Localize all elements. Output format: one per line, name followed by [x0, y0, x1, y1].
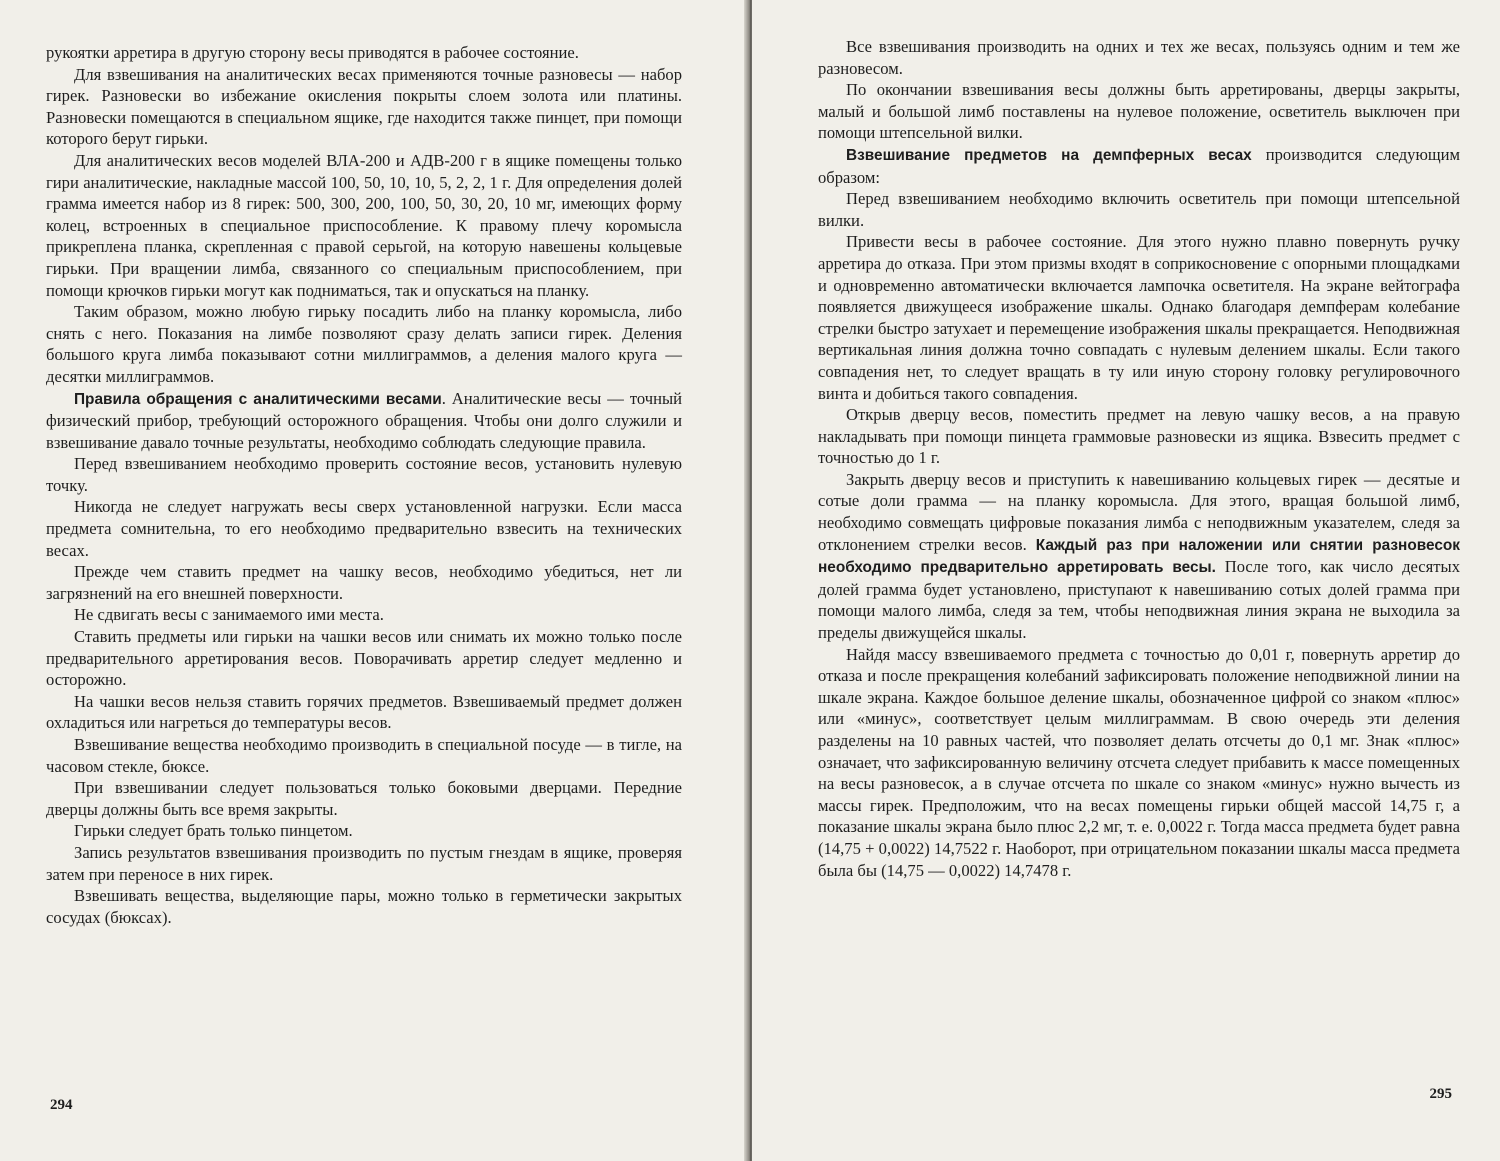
- paragraph: [46, 496, 682, 561]
- text-run: Взвешивание вещества необходимо производить в специальной посуде — в тигле, на часовом стекле, бюксе.: [46, 735, 682, 776]
- text-run: Закрыть дверцу весов и приступить к навешиванию кольцевых гирек — десятые и сотые доли грамма — на планку коромысла. Для этого, вращая большой лимб, необходимо совмещать цифровые показания лимба с неподвижным указателем, следя за отклонением стрелки весов.: [818, 469, 1460, 554]
- paragraph: [46, 691, 682, 734]
- paragraph: [46, 42, 682, 64]
- text-run: Взвешивать вещества, выделяющие пары, можно только в герметически закрытых сосудах (бюксах).: [46, 886, 682, 927]
- left-page: [0, 0, 748, 1161]
- left-page-number: 294: [50, 1097, 73, 1113]
- paragraph: [818, 144, 1460, 188]
- right-page: [752, 0, 1500, 1161]
- paragraph: [46, 388, 682, 454]
- text-run: Найдя массу взвешиваемого предмета с точностью до 0,01 г, повернуть арретир до отказа и после прекращения колебаний зафиксировать положение неподвижной линии на шкале экрана. Каждое большое деление шкалы, обозначенное цифрой со знаком «плюс» или «минус», соответствует целым миллиграммам. В свою очередь эти деления разделены на 10 равных частей, что позволяет делать отсчеты до 0,1 мг. Знак «плюс» означает, что зафиксированную величину отсчета следует прибавить к массе помещенных на весы разновесок, а в случае отсчета по шкале со знаком «минус» нужно вычесть из массы гирек. Предположим, что на весах помещены гирьки общей массой 14,75 г, а показание шкалы экрана было плюс 2,2 мг, т. е. 0,0022 г. Тогда масса предмета будет равна (14,75 + 0,0022) 14,7522 г. Наоборот, при отрицательном показании шкалы масса предмета была бы (14,75 — 0,0022) 14,7478 г.: [818, 644, 1460, 880]
- bold-text: Каждый раз при наложении или снятии разновесок необходимо предварительно арретировать весы.: [818, 536, 1460, 577]
- paragraph: [46, 453, 682, 496]
- paragraph: [818, 469, 1460, 644]
- text-run: При взвешивании следует пользоваться только боковыми дверцами. Передние дверцы должны быть все время закрыты.: [46, 778, 682, 819]
- text-run: Ставить предметы или гирьки на чашки весов или снимать их можно только после предварительного арретирования весов. Поворачивать арретир следует медленно и осторожно.: [46, 627, 682, 690]
- text-run: Гирьки следует брать только пинцетом.: [74, 821, 353, 841]
- paragraph: [46, 734, 682, 777]
- text-run: Перед взвешиванием необходимо проверить состояние весов, установить нулевую точку.: [46, 454, 682, 495]
- text-run: Прежде чем ставить предмет на чашку весов, необходимо убедиться, нет ли загрязнений на его внешней поверхности.: [46, 562, 682, 603]
- text-run: На чашки весов нельзя ставить горячих предметов. Взвешиваемый предмет должен охладиться или нагреться до температуры весов.: [46, 691, 682, 733]
- paragraph: [46, 604, 682, 626]
- paragraph: [46, 301, 682, 387]
- paragraph: [46, 885, 682, 928]
- text-run: Привести весы в рабочее состояние. Для этого нужно плавно повернуть ручку арретира до отказа. При этом призмы входят в соприкосновение с опорными площадками и одновременно автоматически включается лампочка осветителя. На экране вейтографа появляется движущееся изображение шкалы. Однако благодаря демпферам колебание стрелки быстро затухает и перемещение изображения шкалы прекращается. Неподвижная вертикальная линия должна точно совпадать с нулевым делением шкалы. Если такого совпадения нет, то следует вращать в ту или иную сторону головку регулировочного винта и добиться такого совпадения.: [818, 232, 1460, 403]
- bold-text: Правила обращения с аналитическими весами: [74, 390, 442, 408]
- text-run: производится следующим образом:: [818, 144, 1461, 187]
- paragraph: [46, 150, 682, 301]
- paragraph: [46, 64, 682, 150]
- paragraph: [46, 777, 682, 820]
- text-run: Открыв дверцу весов, поместить предмет на левую чашку весов, а на правую накладывать при помощи пинцета граммовые разновески из ящика. Взвесить предмет с точностью до 1 г.: [818, 405, 1460, 468]
- right-page-number: 295: [1429, 1086, 1452, 1102]
- paragraph: [818, 231, 1460, 404]
- text-run: Не сдвигать весы с занимаемого ими места.: [74, 605, 384, 625]
- paragraph: [46, 820, 682, 842]
- paragraph: [46, 842, 682, 885]
- right-page-body: [818, 36, 1460, 881]
- text-run: Перед взвешиванием необходимо включить осветитель при помощи штепсельной вилки.: [818, 189, 1460, 230]
- text-run: Таким образом, можно любую гирьку посадить либо на планку коромысла, либо снять с него. Показания на лимбе позволяют сразу делать записи гирек. Деления большого круга лимба показывают сотни миллиграммов, а деления малого круга — десятки миллиграммов.: [46, 302, 682, 386]
- text-run: Для аналитических весов моделей ВЛА-200 и АДВ-200 г в ящике помещены только гири аналитические, накладные массой 100, 50, 10, 10, 5, 2, 2, 1 г. Для определения долей грамма имеется набор из 8 гирек: 500, 300, 200, 100, 50, 30, 20, 10 мг, имеющих форму колец, встроенных в специальное приспособление. К правому плечу коромысла прикреплена планка, скрепленная с правой серьгой, на которую навешены кольцевые гирьки. При вращении лимба, связанного со специальным приспособлением, при помощи крючков гирьки могут как подниматься, так и опускаться на планку.: [46, 150, 682, 300]
- paragraph: [818, 404, 1460, 469]
- bold-text: Взвешивание предметов на демпферных весах: [846, 146, 1252, 164]
- paragraph: [818, 79, 1460, 144]
- paragraph: [46, 626, 682, 691]
- paragraph: [818, 36, 1460, 79]
- paragraph: [818, 644, 1460, 882]
- left-page-body: [46, 42, 682, 928]
- text-run: Запись результатов взвешивания производить по пустым гнездам в ящике, проверяя затем при переносе в них гирек.: [46, 842, 682, 884]
- paragraph: [818, 188, 1460, 231]
- paragraph: [46, 561, 682, 604]
- text-run: Для взвешивания на аналитических весах применяются точные разновесы — набор гирек. Разновески во избежание окисления покрыты слоем золота или платины. Разновески помещаются в специальном ящике, где находится также пинцет, при помощи которого берут гирьки.: [46, 64, 682, 149]
- text-run: После того, как число десятых долей грамма будет установлено, приступают к навешиванию сотых долей грамма при помощи малого лимба, следя за тем, чтобы неподвижная линия экрана не выходила за пределы движущейся шкалы.: [818, 557, 1460, 643]
- text-run: рукоятки арретира в другую сторону весы приводятся в рабочее состояние.: [46, 43, 579, 62]
- text-run: . Аналитические весы — точный физический прибор, требующий осторожного обращения. Чтобы они долго служили и взвешивание давало точные результаты, необходимо соблюдать следующие правила.: [46, 388, 682, 452]
- text-run: Все взвешивания производить на одних и тех же весах, пользуясь одним и тем же разновесом.: [818, 37, 1460, 78]
- text-run: По окончании взвешивания весы должны быть арретированы, дверцы закрыты, малый и большой лимб поставлены на нулевое положение, осветитель выключен при помощи штепсельной вилки.: [818, 80, 1460, 143]
- text-run: Никогда не следует нагружать весы сверх установленной нагрузки. Если масса предмета сомнительна, то его необходимо предварительно взвесить на технических весах.: [46, 497, 682, 560]
